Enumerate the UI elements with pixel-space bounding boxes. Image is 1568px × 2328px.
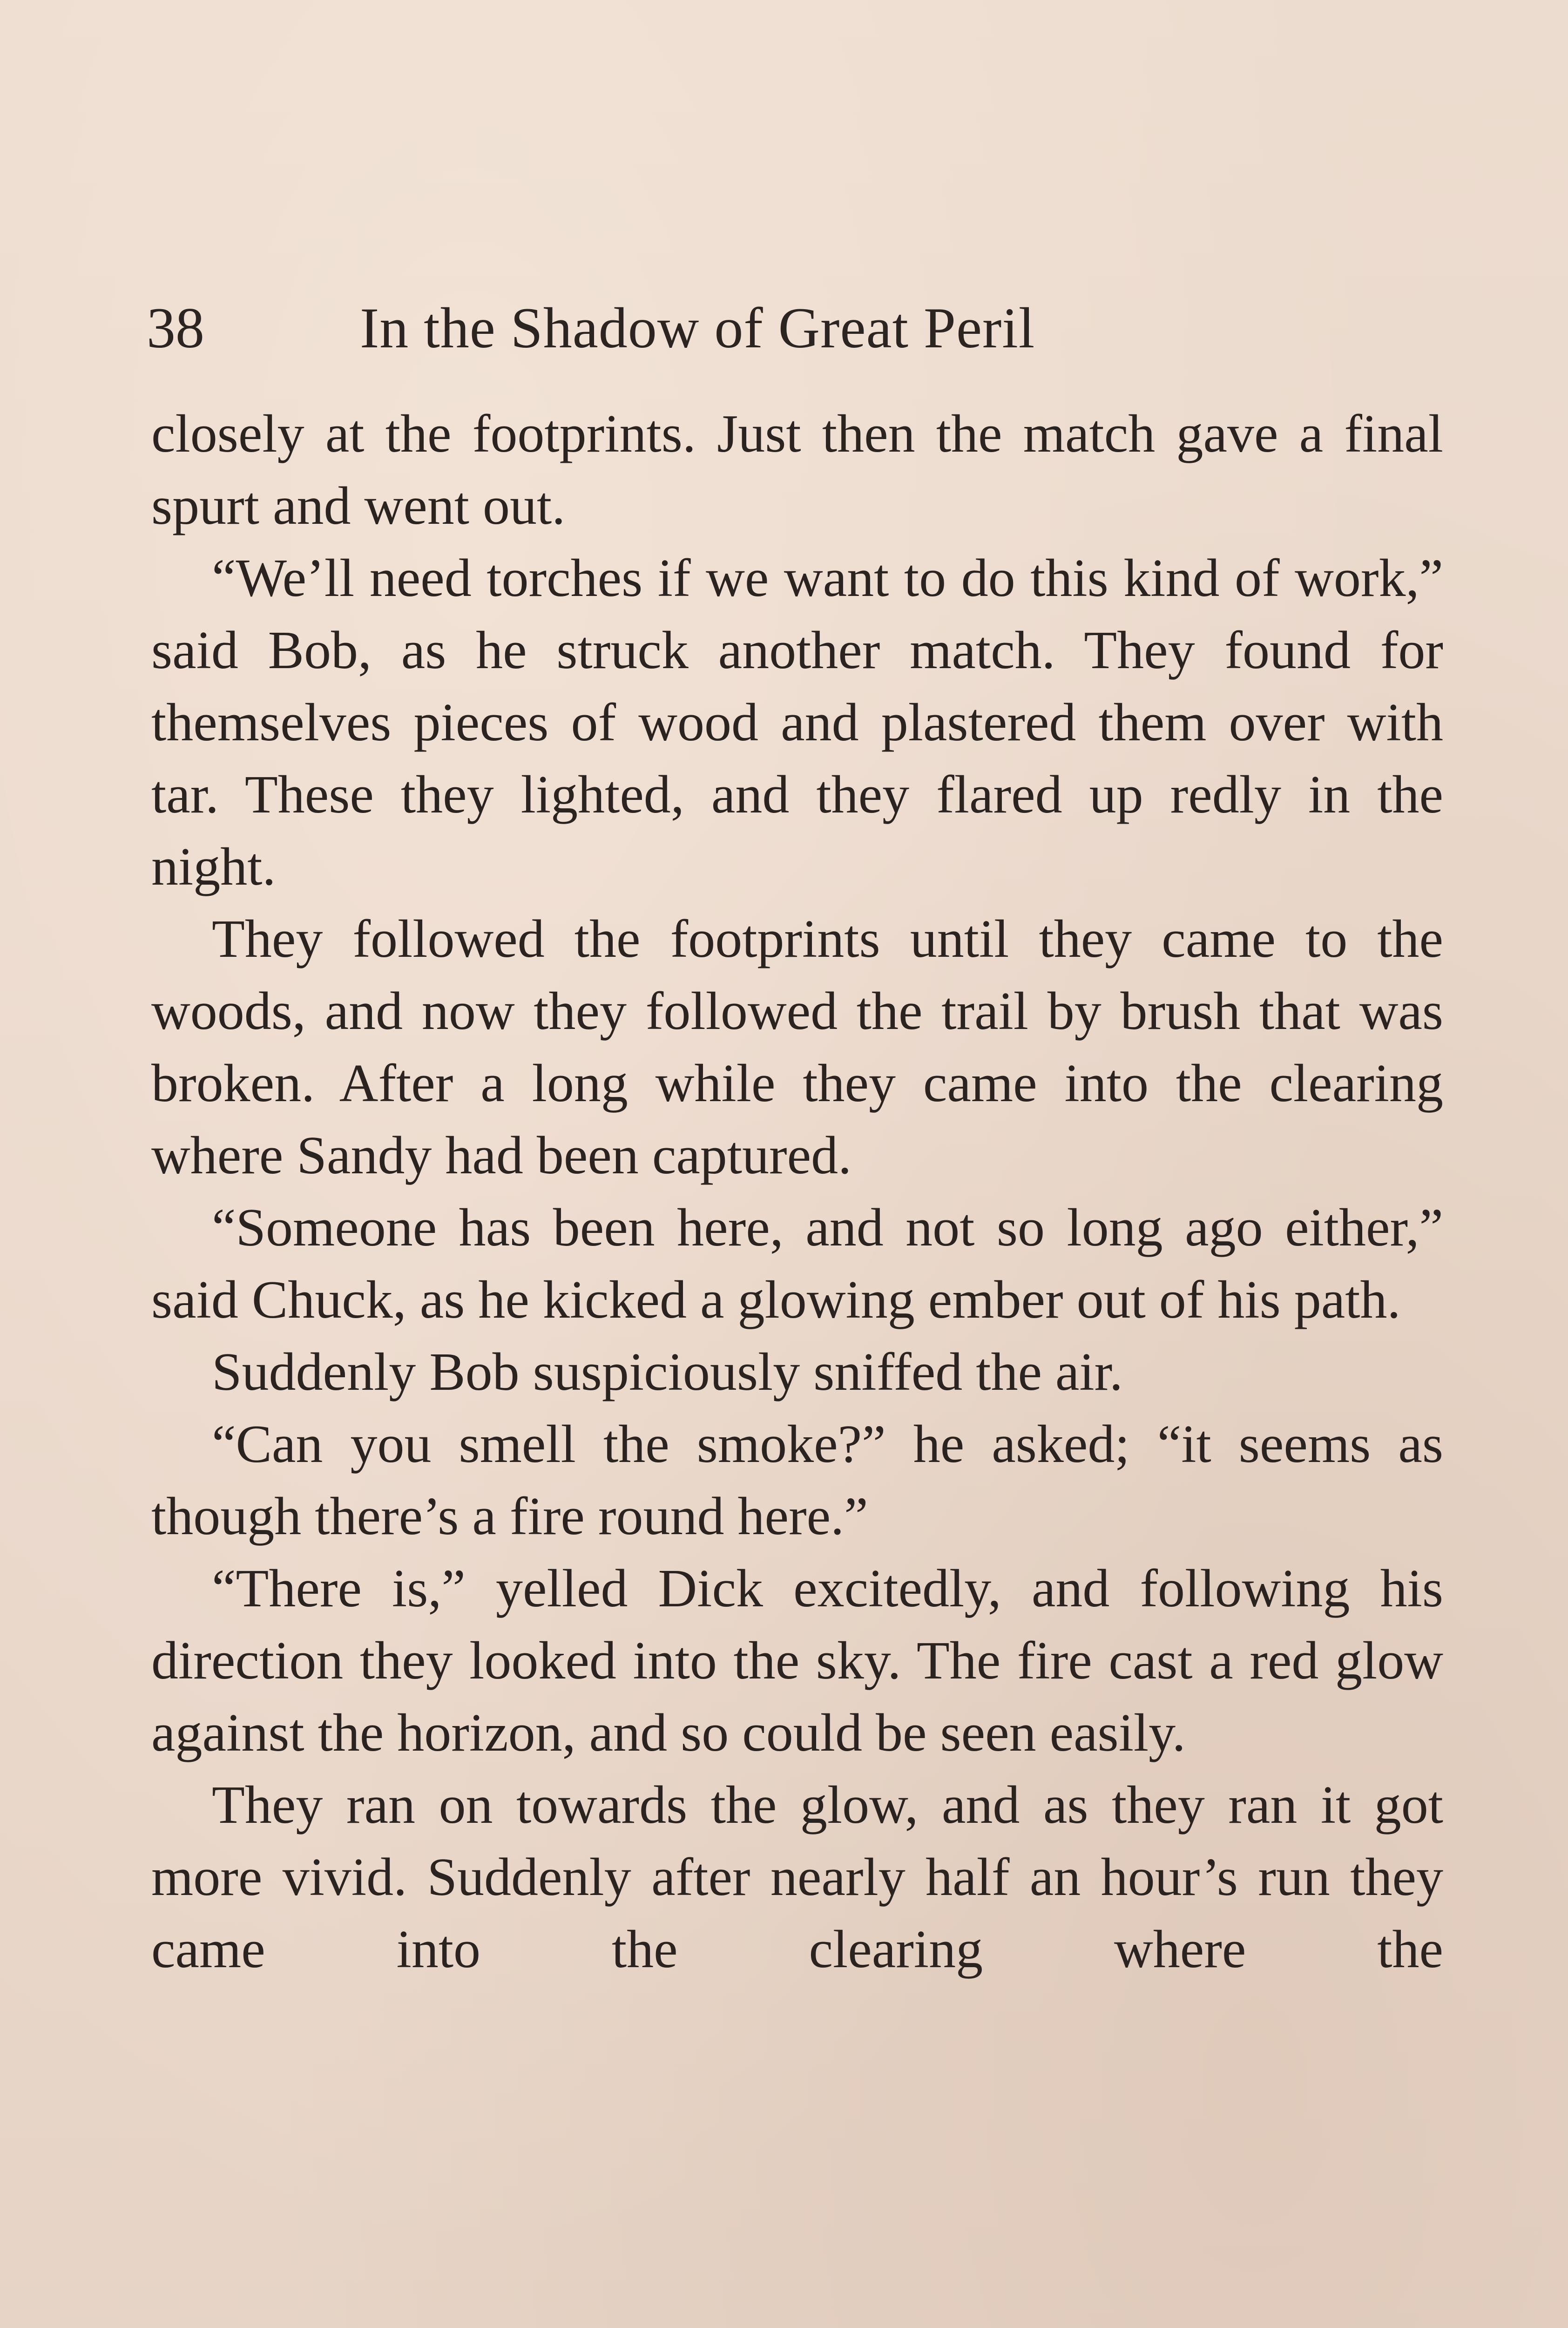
paragraph-5: Suddenly Bob suspiciously sniffed the air. bbox=[212, 1342, 1123, 1402]
page-header bbox=[147, 289, 1446, 368]
body-text bbox=[151, 398, 1443, 1986]
paragraph-2: “We’ll need torches if we want to do this kind of work,” said Bob, as he struck another match. They found for themselves pieces of wood and plastered them over with tar. These they lighted, and they flared up redly in the night. bbox=[151, 548, 1443, 897]
page-number: 38 bbox=[147, 296, 204, 360]
paragraph-7: “There is,” yelled Dick excitedly, and following his direction they looked into the sky. The fire cast a red glow against the horizon, and so could be seen easily. bbox=[151, 1559, 1443, 1763]
paragraph-8: They ran on towards the glow, and as they ran it got more vivid. Suddenly after nearly half an hour’s run they came into the clearing where the bbox=[151, 1775, 1443, 1979]
paragraph-1: closely at the footprints. Just then the match gave a final spurt and went out. bbox=[151, 404, 1443, 536]
paragraph-6: “Can you smell the smoke?” he asked; “it seems as though there’s a fire round here.” bbox=[151, 1414, 1443, 1546]
paragraph-4: “Someone has been here, and not so long ago either,” said Chuck, as he kicked a glowing ember out of his path. bbox=[151, 1198, 1443, 1330]
paragraph-3: They followed the footprints until they came to the woods, and now they followed the trail by brush that was broken. After a long while they came into the clearing where Sandy had been captured. bbox=[151, 909, 1443, 1185]
running-title: In the Shadow of Great Peril bbox=[360, 296, 1035, 360]
